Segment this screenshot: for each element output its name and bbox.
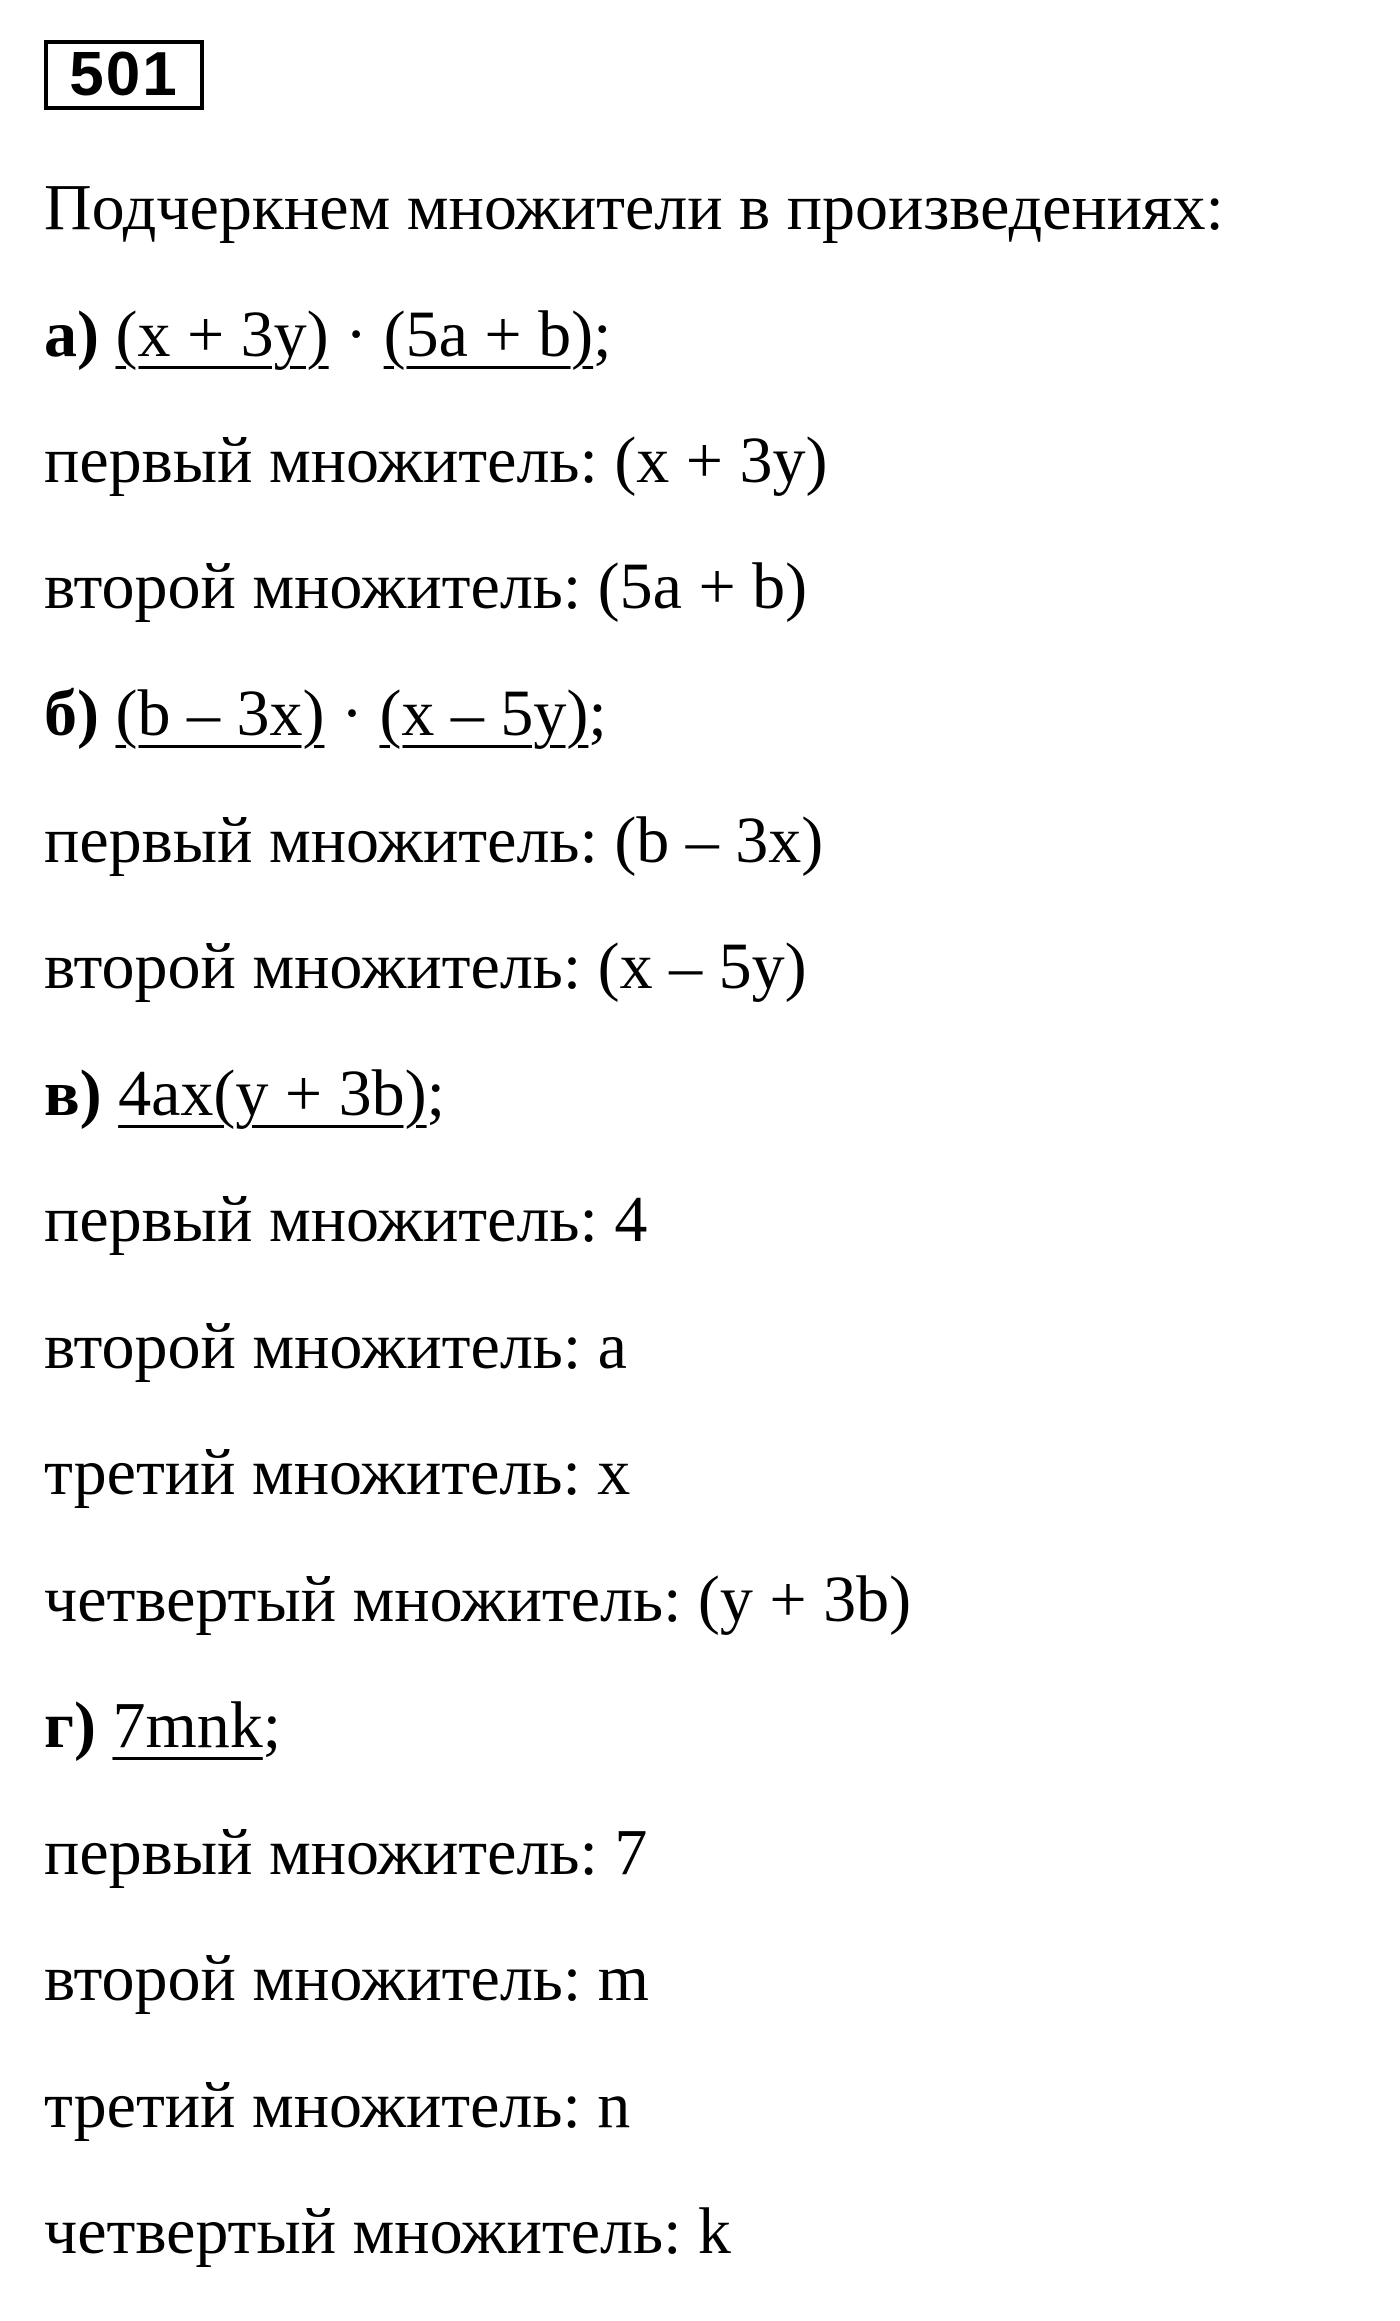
problem-number-box <box>44 40 204 110</box>
part-g-expr: 7mnk <box>112 1689 263 1762</box>
part-b-dot: · <box>340 677 363 750</box>
part-g-end: ; <box>262 1689 282 1762</box>
part-a-header <box>44 298 612 371</box>
part-a-end: ; <box>593 298 612 371</box>
part-a-line-2: второй множитель: (5a + b) <box>44 550 808 623</box>
part-b-end: ; <box>588 677 607 750</box>
intro-text: Подчеркнем множители в произведениях: <box>44 171 1224 244</box>
part-a-dot: · <box>345 298 368 371</box>
part-b-line-1: первый множитель: (b – 3x) <box>44 804 824 877</box>
part-g-line-2: второй множитель: m <box>44 1942 650 2015</box>
part-v-line-4: четвертый множитель: (y + 3b) <box>44 1563 912 1636</box>
part-b-line-2: второй множитель: (x – 5y) <box>44 930 807 1003</box>
part-a-line-1: первый множитель: (x + 3y) <box>44 424 828 497</box>
part-v-line-2: второй множитель: a <box>44 1310 627 1383</box>
part-g-header <box>44 1689 282 1762</box>
part-b-label: б) <box>44 677 99 750</box>
part-g-label: г) <box>44 1689 96 1762</box>
part-a-factor2: (5a + b) <box>383 298 594 371</box>
part-a-factor1: (x + 3y) <box>115 298 329 371</box>
part-b-factor2: (x – 5y) <box>379 677 589 750</box>
part-g-line-1: первый множитель: 7 <box>44 1816 648 1889</box>
part-b-header <box>44 677 607 750</box>
part-v-label: в) <box>44 1057 102 1130</box>
part-a-label: а) <box>44 298 99 371</box>
part-g-line-4: четвертый множитель: k <box>44 2195 731 2268</box>
part-b-factor1: (b – 3x) <box>115 677 325 750</box>
part-v-expr: 4ax(y + 3b) <box>118 1057 427 1130</box>
part-v-line-1: первый множитель: 4 <box>44 1183 648 1256</box>
part-v-line-3: третий множитель: x <box>44 1436 631 1509</box>
part-v-header <box>44 1057 445 1130</box>
part-g-line-3: третий множитель: n <box>44 2069 631 2142</box>
problem-number: 501 <box>69 40 179 109</box>
part-v-end: ; <box>426 1057 445 1130</box>
